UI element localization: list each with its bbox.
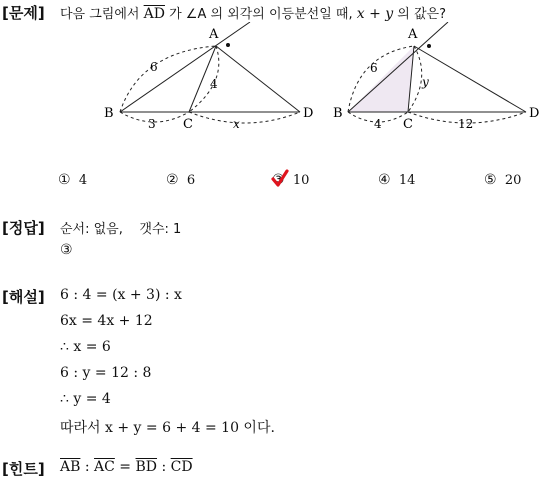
choice-5-value: 20: [504, 173, 522, 188]
choice-1[interactable]: [58, 172, 87, 188]
angle-mark: [226, 43, 230, 47]
vertex-d: D: [303, 106, 314, 121]
choice-4-number: ④: [378, 172, 391, 188]
label-bc-2: 4: [374, 117, 382, 131]
label-cd: x: [233, 117, 240, 131]
side-ad: [216, 46, 300, 112]
hint-label: [힌트]: [2, 460, 45, 478]
choice-3-value: 10: [292, 173, 310, 188]
problem-expression: x + y: [356, 6, 394, 22]
problem-text: [60, 3, 446, 22]
hint-seg-ab: $\overline{AB}$: [60, 459, 81, 475]
hint-sep-2: =: [114, 459, 136, 475]
problem-text-pre: 다음 그림에서: [60, 7, 144, 22]
choice-1-value: 4: [78, 173, 88, 188]
explanation-line-5: ∴ y = 4: [60, 391, 111, 407]
label-ab: 6: [150, 60, 158, 74]
explanation-line-1: 6 : 4 = (x + 3) : x: [60, 287, 182, 303]
label-ab-2: 6: [370, 61, 378, 75]
problem-text-mid: 가 ∠A 의 외각의 이등분선일 때,: [164, 7, 357, 22]
hint-seg-bd: $\overline{BD}$: [135, 459, 158, 475]
choice-1-number: ①: [58, 172, 71, 188]
choice-5-number: ⑤: [484, 172, 497, 188]
vertex-c-2: C: [403, 117, 413, 132]
vertex-c: C: [183, 117, 193, 132]
answer-label: [정답]: [2, 219, 45, 237]
choice-2[interactable]: [166, 172, 195, 188]
vertex-a-2: A: [408, 27, 418, 42]
vertex-b: B: [104, 106, 114, 121]
label-ac-2: y: [422, 75, 429, 89]
hint-seg-cd: $\overline{CD}$: [170, 459, 193, 475]
hint-seg-ac: $\overline{AC}$: [94, 459, 115, 475]
explanation-label: [해설]: [2, 288, 45, 306]
vertex-a: A: [209, 27, 219, 42]
choice-3-number: ③: [272, 172, 285, 188]
explanation-line-6: 따라서 x + y = 6 + 4 = 10 이다.: [60, 420, 275, 436]
hint-sep-3: :: [157, 459, 171, 475]
triangle-figure-2: [330, 22, 544, 137]
hint-sep-1: :: [80, 459, 95, 475]
triangle-figure-1: [100, 22, 325, 137]
explanation-line-2: 6x = 4x + 12: [60, 313, 153, 329]
label-cd-2: 12: [458, 117, 474, 131]
choice-2-number: ②: [166, 172, 179, 188]
choice-4[interactable]: [378, 172, 415, 188]
answer-line-1: 순서: 없음, 갯수: 1: [60, 222, 182, 237]
segment-ad: $\overline{AD}$: [143, 6, 165, 22]
arc-cd: [189, 112, 300, 123]
problem-text-end: 의 값은?: [393, 7, 446, 22]
checkmark-icon: [271, 169, 289, 189]
vertex-b-2: B: [333, 106, 343, 121]
problem-label: [문제]: [2, 4, 45, 22]
choice-5[interactable]: [484, 172, 521, 188]
label-bc: 3: [148, 117, 156, 131]
explanation-line-3: ∴ x = 6: [60, 339, 111, 355]
label-ac: 4: [210, 77, 218, 91]
shaded-triangle-abc: [348, 46, 414, 112]
vertex-d-2: D: [529, 106, 540, 121]
hint-text: [60, 459, 193, 475]
choice-4-value: 14: [398, 173, 416, 188]
explanation-line-4: 6 : y = 12 : 8: [60, 365, 152, 381]
angle-mark-2: [427, 44, 431, 48]
answer-line-2: ③: [60, 242, 73, 258]
choice-3[interactable]: [272, 172, 309, 188]
side-ad-2: [414, 46, 526, 112]
choice-2-value: 6: [186, 173, 196, 188]
external-line: [120, 22, 250, 112]
